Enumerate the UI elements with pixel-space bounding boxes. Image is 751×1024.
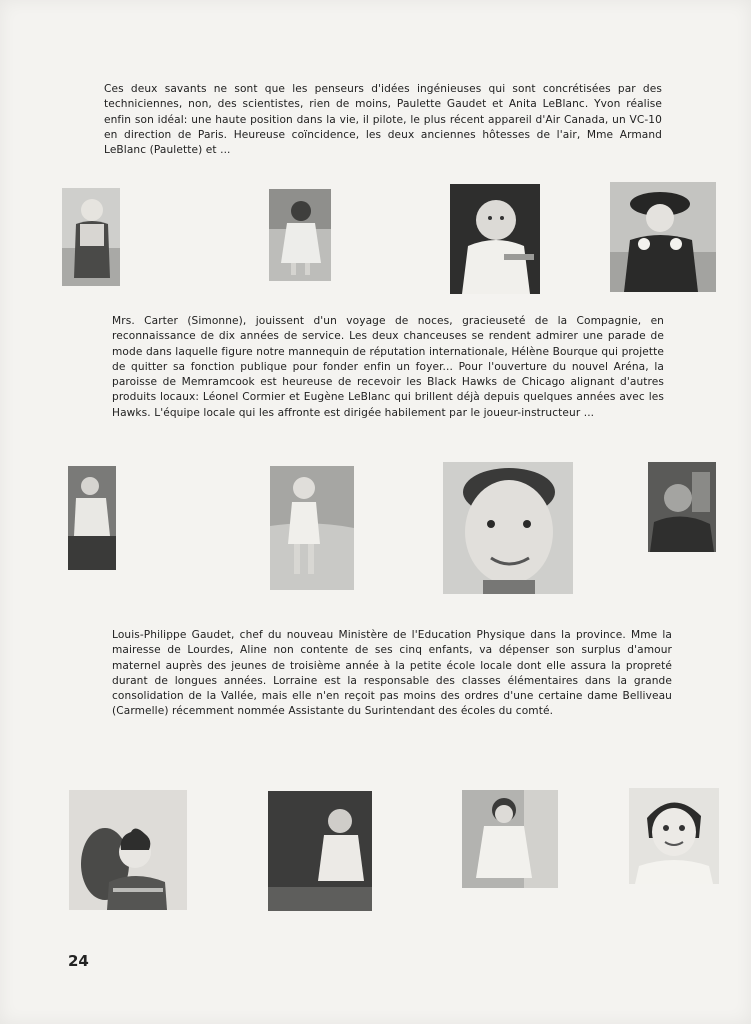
page-number: 24 — [68, 952, 89, 970]
child-photo-10 — [268, 791, 372, 911]
child-photo-3 — [450, 184, 540, 294]
child-photo-12 — [629, 788, 719, 884]
paragraph-3: Louis-Philippe Gaudet, chef du nouveau Ministère de l'Education Physique dans la province. Mme la mairesse de Lourdes, Aline non contente de ses cinq enfants, va dépenser son surplus d'amour maternel auprès des jeunes de troisième année à la petite école locale dont elle assura la propreté durant de longues années. Lorraine est la responsable des classes élémentaires dans la grande consolidation de la Vallée, mais elle n'en reçoit pas moins des ordres d'une certaine dame Belliveau (Carmelle) récemment nommée Assistante du Surintendant des écoles du comté. — [112, 629, 672, 718]
child-photo-11 — [462, 790, 558, 888]
paragraph-2: Mrs. Carter (Simonne), jouissent d'un voyage de noces, gracieuseté de la Compagnie, en reconnaissance de dix années de service. Les deux chanceuses se rendent admirer une parade de mode dans laquelle figure notre mannequin de réputation internationale, Hélène Bourque qui projette de quitter sa fonction publique pour fonder enfin un foyer... Pour l'ouverture du nouvel Aréna, la paroisse de Memramcook est heureuse de recevoir les Black Hawks de Chicago alignant d'autres produits locaux: Léonel Cormier et Eugène LeBlanc qui brillent déjà depuis quelques années avec les Hawks. L'équipe locale qui les affronte est dirigée habilement par le joueur-instructeur ... — [112, 315, 664, 419]
child-photo-7 — [443, 462, 573, 594]
child-photo-6 — [270, 466, 354, 590]
child-photo-1 — [62, 188, 120, 286]
child-photo-9 — [69, 790, 187, 910]
paragraph-1: Ces deux savants ne sont que les penseurs d'idées ingénieuses qui sont concrétisées par des techniciennes, non, des scientistes, rien de moins, Paulette Gaudet et Anita LeBlanc. Yvon réalise enfin son idéal: une haute position dans la vie, il pilote, le plus récent appareil d'Air Canada, un VC-10 en direction de Paris. Heureuse coïncidence, les deux anciennes hôtesses de l'air, Mme Armand LeBlanc (Paulette) et ... — [104, 83, 662, 157]
child-photo-4 — [610, 182, 716, 292]
child-photo-2 — [269, 189, 331, 281]
child-photo-5 — [68, 466, 116, 570]
child-photo-8 — [648, 462, 716, 552]
